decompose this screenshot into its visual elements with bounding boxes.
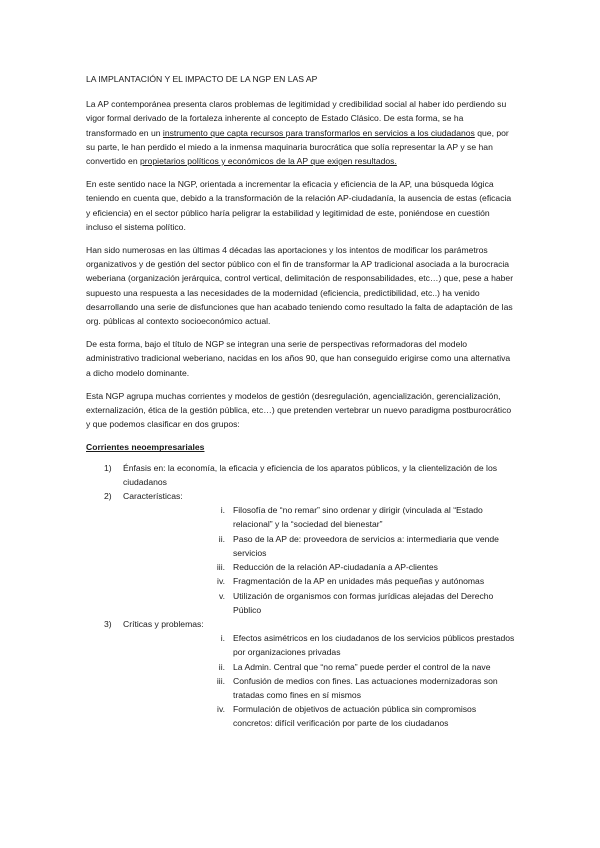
sublist-item [123,674,516,702]
paragraph-2: En este sentido nace la NGP, orientada a incrementar la eficacia y eficiencia de la AP, una búsqueda lógica teniendo en cuenta que, debido a la transformación de la relación AP-ciudadanía, la ausencia de estas (eficacia y eficiencia) en el sector público haría peligrar la estabilidad y legitimidad de este, poniéndose en cuestión incluso el sistema político. [86,179,512,232]
sublist-item-numeral: iv. [217,576,225,587]
list-item-text: Características: [123,491,183,502]
sublist-item [123,560,516,574]
sublist-item [123,631,516,659]
list-item-number: 2) [104,491,112,502]
sublist-item-numeral: i. [220,633,225,644]
sublist-item-text: Filosofía de “no remar” sino ordenar y dirigir (vinculada al “Estado relacional” y la “sociedad del bienestar” [233,505,483,530]
sublist-item-numeral: ii. [218,533,225,544]
numbered-list [86,461,516,731]
sublist-item-text: La Admin. Central que “no rema” puede perder el control de la nave [233,661,491,672]
sublist-item-text: Paso de la AP de: proveedora de servicios a: intermediaria que vende servicios [233,533,499,558]
sublist-item-text: Utilización de organismos con formas jurídicas alejadas del Derecho Público [233,590,494,615]
sublist-item-text: Reducción de la relación AP-ciudadanía a AP-clientes [233,562,438,573]
paragraph-3: Han sido numerosas en las últimas 4 décadas las aportaciones y los intentos de modificar los parámetros organizativos y de gestión del sector público con el fin de transformar la AP tradicional asociada a la burocracia weberiana (organización jerárquica, control vertical, delimitación de responsabilidades, etc…) que, pese a haber supuesto una respuesta a las necesidades de la modernidad (eficiencia, predictibilidad, etc..) ha venido desarrollando una serie de disfunciones que han acabado teniendo como resultado la falta de adaptación de las org. públicas al contexto socioeconómico actual. [86,245,514,327]
list-item-text: Críticas y problemas: [123,618,204,629]
sublist-item-numeral: iii. [216,675,225,686]
sublist-item [123,702,516,730]
paragraph-4: De esta forma, bajo el título de NGP se integran una serie de perspectivas reformadoras del modelo administrativo tradicional weberiano, nacidas en los años 90, que han conseguido erigirse como una alternativa a dicho modelo dominante. [86,339,511,378]
sublist-item-numeral: i. [220,505,225,516]
paragraph-1-text-b: que, por su parte, le han perdido el miedo a la inmensa maquinaria burocrática que solía representar la AP y se han convertido en [86,127,509,167]
sublist-caracteristicas [123,503,516,617]
paragraph-1-underline-2: propietarios políticos y económicos de la AP que exigen resultados. [139,156,397,167]
sublist-item [123,503,516,531]
sublist-item-text: Confusión de medios con fines. Las actuaciones modernizadoras son tratadas como fines en sí mismos [233,675,498,700]
paragraph-1 [86,97,516,168]
sublist-criticas [123,631,516,730]
paragraph-1-text-a: La AP contemporánea presenta claros problemas de legitimidad y credibilidad social al haber ido perdiendo su vigor formal derivado de la fortaleza inherente al concepto de Estado Clásico. De esta forma, se ha transformado en un [86,99,507,138]
sublist-item-numeral: iv. [217,704,225,715]
sublist-item-numeral: iii. [216,562,225,573]
sublist-item-text: Fragmentación de la AP en unidades más pequeñas y autónomas [233,576,485,587]
paragraph-1-underline-1: instrumento que capta recursos para transformarlos en servicios a los ciudadanos [162,127,475,138]
sublist-item [123,660,516,674]
list-item-text: Énfasis en: la economía, la eficacia y eficiencia de los aparatos públicos, y la clientelización de los ciudadanos [123,462,498,487]
paragraph-5: Esta NGP agrupa muchas corrientes y modelos de gestión (desregulación, agencialización, gerencialización, externalización, ética de la gestión pública, etc…) que pretenden vertebrar un nuevo paradigma postburocrático y que podemos clasificar en dos grupos: [86,390,512,430]
list-item-1 [86,461,516,489]
sublist-item-numeral: ii. [218,661,225,672]
list-item-2 [86,489,516,617]
section-title: Corrientes neoempresariales [86,442,205,453]
sublist-item-numeral: v. [218,590,225,601]
sublist-item-text: Formulación de objetivos de actuación pública sin compromisos concretos: difícil verificación por parte de los ciudadanos [233,704,477,729]
sublist-item [123,589,516,617]
sublist-item [123,532,516,560]
document-title: LA IMPLANTACIÓN Y EL IMPACTO DE LA NGP EN LAS AP [86,74,318,84]
sublist-item [123,574,516,588]
sublist-item-text: Efectos asimétricos en los ciudadanos de los servicios públicos prestados por organizaciones privadas [233,633,515,658]
list-item-number: 3) [104,618,112,629]
list-item-number: 1) [104,462,112,473]
list-item-3 [86,617,516,731]
